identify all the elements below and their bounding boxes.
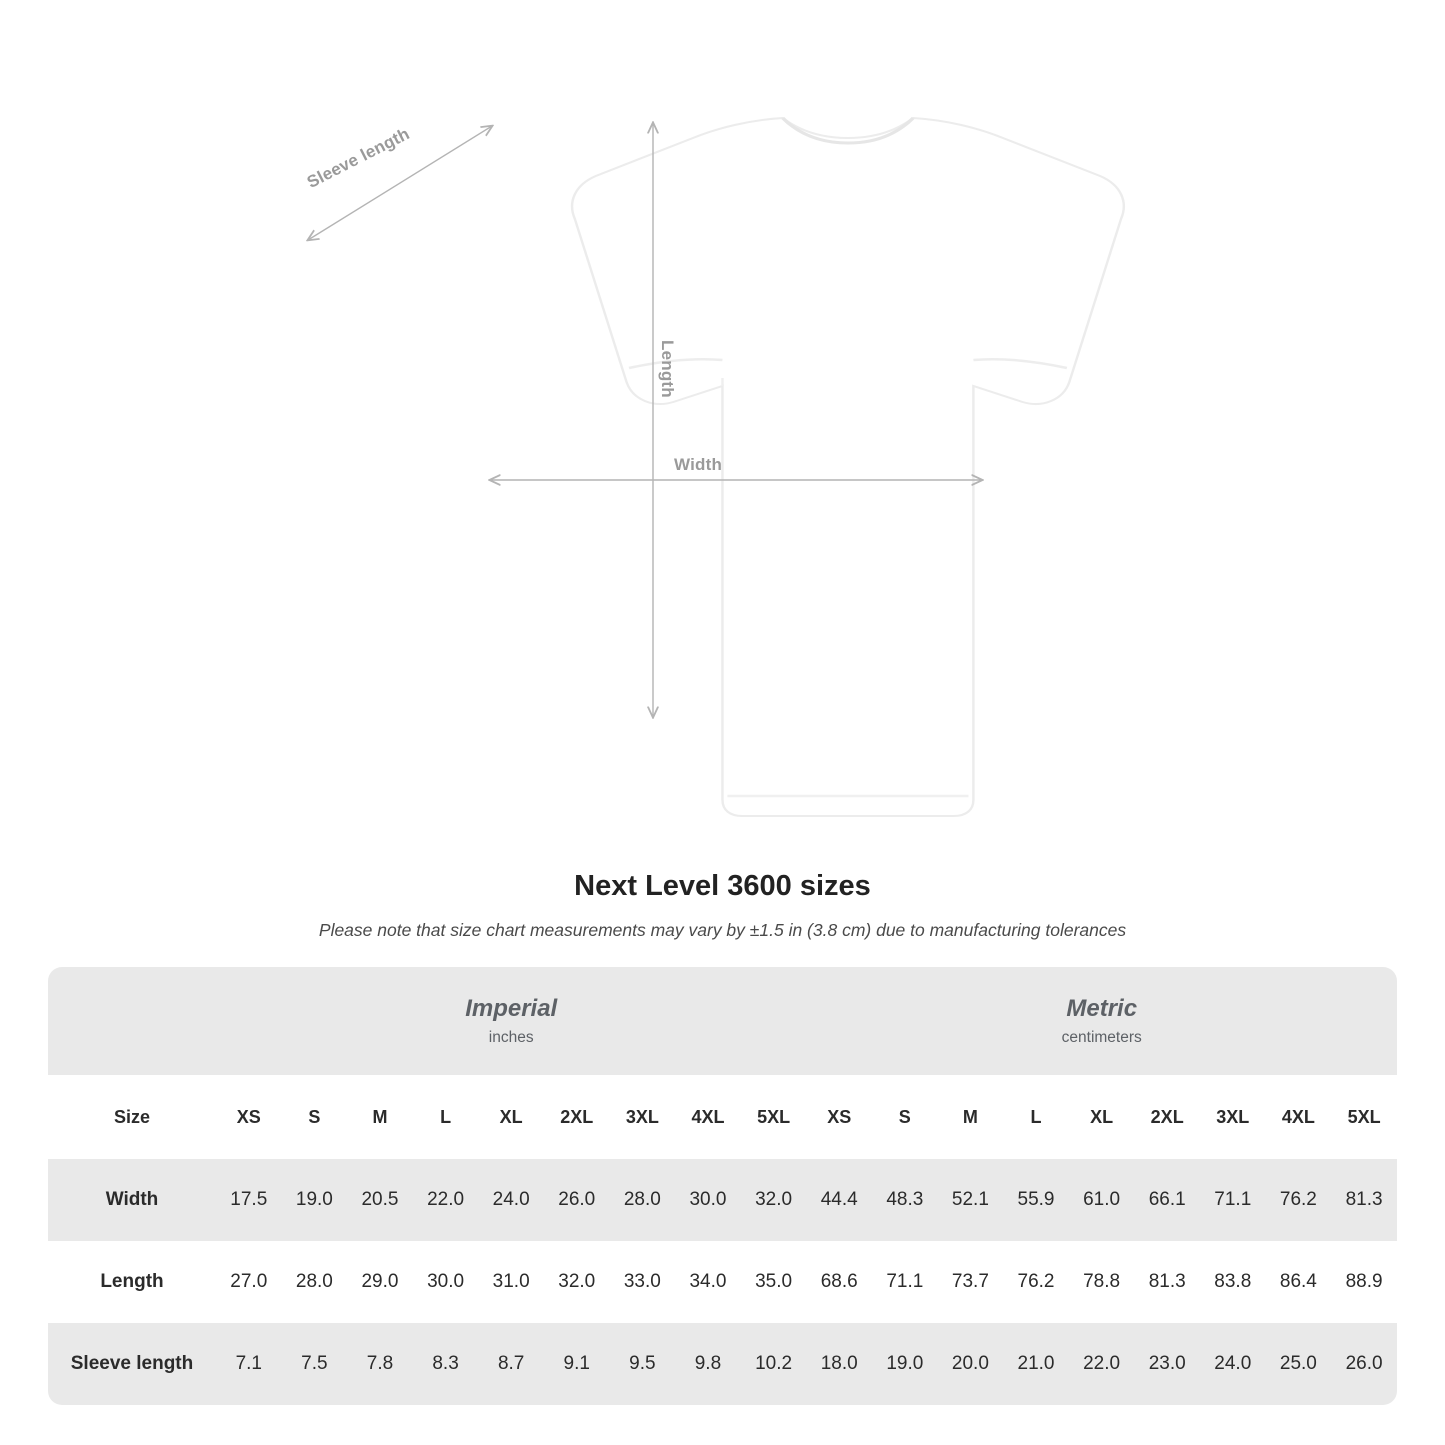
- size-header-imperial-4xl: 4XL: [675, 1075, 741, 1159]
- cell-length-imperial-4xl: 34.0: [675, 1241, 741, 1323]
- cell-width-imperial-m: 20.5: [347, 1159, 413, 1241]
- cell-sleeve-metric-4xl: 25.0: [1266, 1323, 1332, 1405]
- metric-unit: centimeters: [1061, 1028, 1142, 1046]
- cell-width-metric-xl: 61.0: [1069, 1159, 1135, 1241]
- size-header-imperial-3xl: 3XL: [610, 1075, 676, 1159]
- cell-length-imperial-s: 28.0: [282, 1241, 348, 1323]
- cell-sleeve-imperial-4xl: 9.8: [675, 1323, 741, 1405]
- cell-width-imperial-l: 22.0: [413, 1159, 479, 1241]
- cell-length-metric-2xl: 81.3: [1134, 1241, 1200, 1323]
- cell-width-metric-3xl: 71.1: [1200, 1159, 1266, 1241]
- cell-length-metric-4xl: 86.4: [1266, 1241, 1332, 1323]
- cell-length-metric-xs: 68.6: [806, 1241, 872, 1323]
- cell-width-metric-xs: 44.4: [806, 1159, 872, 1241]
- size-header-imperial-l: L: [413, 1075, 479, 1159]
- cell-sleeve-metric-2xl: 23.0: [1134, 1323, 1200, 1405]
- system-header-imperial: [216, 967, 806, 1075]
- size-header-metric-s: S: [872, 1075, 938, 1159]
- cell-width-imperial-2xl: 26.0: [544, 1159, 610, 1241]
- row-label-length: Length: [48, 1241, 216, 1323]
- cell-length-imperial-2xl: 32.0: [544, 1241, 610, 1323]
- cell-width-imperial-3xl: 28.0: [610, 1159, 676, 1241]
- cell-sleeve-metric-xs: 18.0: [806, 1323, 872, 1405]
- cell-sleeve-metric-5xl: 26.0: [1331, 1323, 1397, 1405]
- sleeve-length-label: Sleeve length: [304, 124, 413, 192]
- cell-width-imperial-4xl: 30.0: [675, 1159, 741, 1241]
- cell-width-metric-5xl: 81.3: [1331, 1159, 1397, 1241]
- cell-length-metric-5xl: 88.9: [1331, 1241, 1397, 1323]
- cell-sleeve-imperial-xs: 7.1: [216, 1323, 282, 1405]
- size-header-imperial-5xl: 5XL: [741, 1075, 807, 1159]
- size-header-metric-xl: XL: [1069, 1075, 1135, 1159]
- cell-width-imperial-xl: 24.0: [478, 1159, 544, 1241]
- size-header-metric-xs: XS: [806, 1075, 872, 1159]
- table-row-width: [48, 1159, 1397, 1241]
- system-header-metric: [806, 967, 1397, 1075]
- width-label: Width: [674, 455, 723, 474]
- table-row-length: [48, 1241, 1397, 1323]
- cell-length-imperial-3xl: 33.0: [610, 1241, 676, 1323]
- cell-length-imperial-xl: 31.0: [478, 1241, 544, 1323]
- cell-length-metric-xl: 78.8: [1069, 1241, 1135, 1323]
- cell-sleeve-imperial-s: 7.5: [282, 1323, 348, 1405]
- cell-length-metric-s: 71.1: [872, 1241, 938, 1323]
- cell-length-imperial-l: 30.0: [413, 1241, 479, 1323]
- metric-name: Metric: [1066, 995, 1138, 1023]
- cell-sleeve-imperial-5xl: 10.2: [741, 1323, 807, 1405]
- imperial-unit: inches: [488, 1028, 534, 1046]
- size-header-metric-3xl: 3XL: [1200, 1075, 1266, 1159]
- length-label: Length: [658, 340, 677, 398]
- cell-length-imperial-m: 29.0: [347, 1241, 413, 1323]
- system-header-row: [48, 967, 1397, 1075]
- size-header-metric-m: M: [938, 1075, 1004, 1159]
- cell-width-metric-2xl: 66.1: [1134, 1159, 1200, 1241]
- imperial-name: Imperial: [465, 995, 558, 1023]
- cell-width-imperial-5xl: 32.0: [741, 1159, 807, 1241]
- size-header-metric-4xl: 4XL: [1266, 1075, 1332, 1159]
- cell-sleeve-metric-xl: 22.0: [1069, 1323, 1135, 1405]
- size-header-imperial-xs: XS: [216, 1075, 282, 1159]
- cell-sleeve-imperial-2xl: 9.1: [544, 1323, 610, 1405]
- system-header-spacer: [48, 967, 216, 1075]
- size-header-metric-2xl: 2XL: [1134, 1075, 1200, 1159]
- row-label-sleeve-length: Sleeve length: [48, 1323, 216, 1405]
- size-header-imperial-s: S: [282, 1075, 348, 1159]
- tolerance-note: Please note that size chart measurements may vary by ±1.5 in (3.8 cm) due to manufacturing tolerances: [318, 920, 1127, 940]
- cell-sleeve-imperial-3xl: 9.5: [610, 1323, 676, 1405]
- size-label: Size: [48, 1075, 216, 1159]
- size-header-metric-l: L: [1003, 1075, 1069, 1159]
- cell-width-metric-l: 55.9: [1003, 1159, 1069, 1241]
- title-block: [0, 870, 1445, 941]
- tshirt-shape: [572, 118, 1124, 816]
- cell-sleeve-metric-m: 20.0: [938, 1323, 1004, 1405]
- cell-sleeve-imperial-l: 8.3: [413, 1323, 479, 1405]
- cell-width-imperial-s: 19.0: [282, 1159, 348, 1241]
- size-table-wrap: [48, 967, 1397, 1405]
- cell-width-imperial-xs: 17.5: [216, 1159, 282, 1241]
- size-header-metric-5xl: 5XL: [1331, 1075, 1397, 1159]
- page-title: Next Level 3600 sizes: [574, 870, 871, 902]
- cell-sleeve-imperial-xl: 8.7: [478, 1323, 544, 1405]
- cell-sleeve-imperial-m: 7.8: [347, 1323, 413, 1405]
- table-row-sleeve-length: [48, 1323, 1397, 1405]
- cell-sleeve-metric-s: 19.0: [872, 1323, 938, 1405]
- cell-width-metric-m: 52.1: [938, 1159, 1004, 1241]
- cell-sleeve-metric-3xl: 24.0: [1200, 1323, 1266, 1405]
- cell-length-metric-l: 76.2: [1003, 1241, 1069, 1323]
- cell-width-metric-4xl: 76.2: [1266, 1159, 1332, 1241]
- row-label-width: Width: [48, 1159, 216, 1241]
- cell-sleeve-metric-l: 21.0: [1003, 1323, 1069, 1405]
- size-header-imperial-m: M: [347, 1075, 413, 1159]
- cell-length-imperial-xs: 27.0: [216, 1241, 282, 1323]
- cell-length-imperial-5xl: 35.0: [741, 1241, 807, 1323]
- cell-length-metric-m: 73.7: [938, 1241, 1004, 1323]
- size-header-imperial-2xl: 2XL: [544, 1075, 610, 1159]
- cell-length-metric-3xl: 83.8: [1200, 1241, 1266, 1323]
- cell-width-metric-s: 48.3: [872, 1159, 938, 1241]
- size-header-imperial-xl: XL: [478, 1075, 544, 1159]
- size-table: [48, 967, 1397, 1405]
- size-header-row: [48, 1075, 1397, 1159]
